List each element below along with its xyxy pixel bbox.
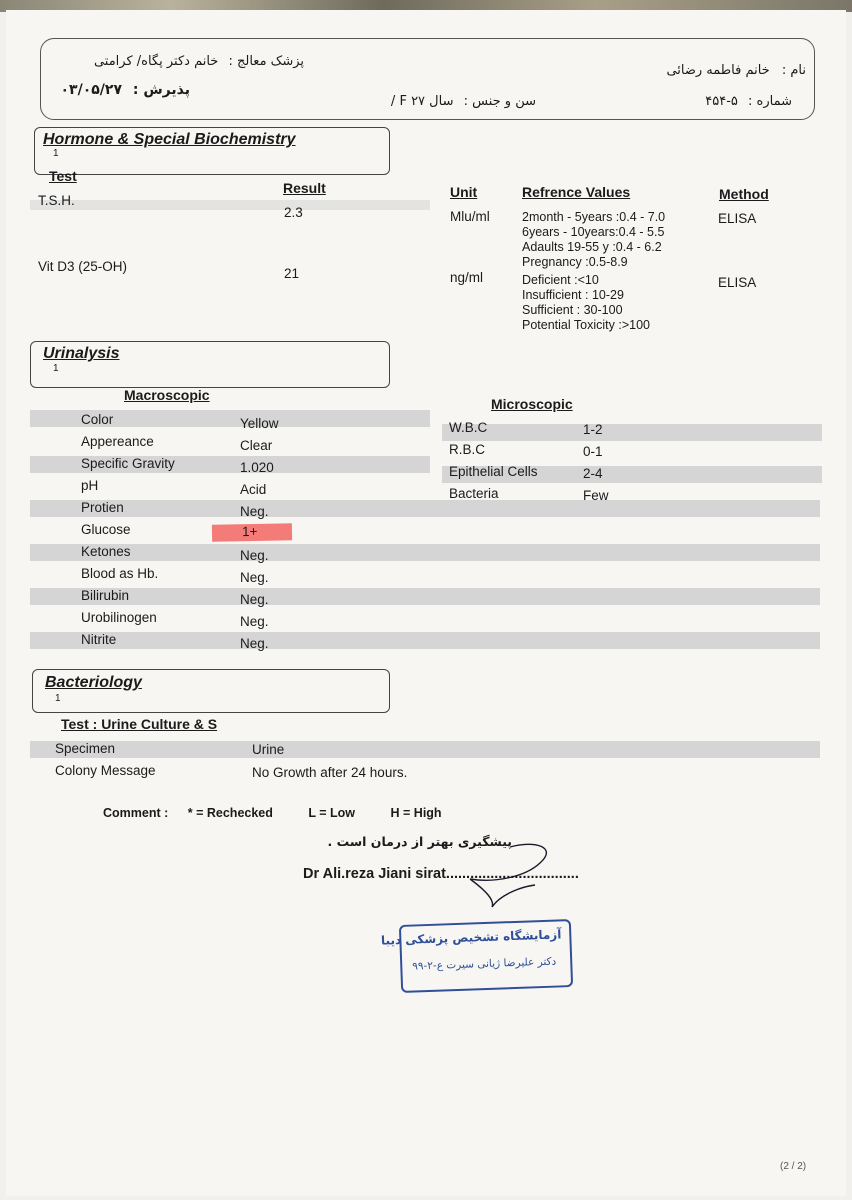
ua-value: Neg. (240, 504, 269, 519)
lab-stamp (380, 919, 573, 993)
ua-name: Appereance (81, 434, 154, 449)
col-result-header: Result (283, 180, 326, 196)
ua-value: 0-1 (583, 444, 603, 459)
urinalysis-num: 1 (53, 363, 59, 374)
ua-value: Yellow (240, 416, 279, 431)
ua-value: Neg. (240, 636, 269, 651)
ref-line: Pregnancy :0.5-8.9 (522, 255, 628, 269)
ua-value: 2-4 (583, 466, 603, 481)
patient-name-label: نام : (781, 63, 806, 78)
admission-label: پذیرش : (132, 82, 190, 98)
col-test-header: Test (49, 168, 77, 184)
ua-name: R.B.C (449, 442, 486, 457)
test-result: 21 (284, 266, 300, 281)
stamp-line2: دکتر علیرضا ژیانی سیرت ع-۲-۹۹ (412, 955, 557, 973)
ua-name: Bacteria (449, 486, 499, 501)
number-row (705, 94, 792, 109)
persian-note: پیشگیری بهتر از درمان است . (327, 834, 512, 849)
ua-name: Blood as Hb. (81, 566, 159, 581)
signature-mark (440, 835, 560, 915)
row-shade (30, 200, 430, 210)
ua-name: Ketones (81, 544, 131, 559)
page-number: (2 / 2) (780, 1161, 807, 1172)
test-method: ELISA (718, 211, 757, 226)
ref-line: Deficient :<10 (522, 273, 599, 287)
doctor-value: خانم دکتر پگاه/ کرامتی (93, 54, 219, 69)
ref-line: 6years - 10years:0.4 - 5.5 (522, 225, 665, 239)
legend-high: H = High (390, 806, 442, 820)
urinalysis-title: Urinalysis (43, 345, 120, 362)
doctor-row (94, 54, 304, 69)
comment-label: Comment : (103, 806, 169, 820)
col-method-header: Method (719, 186, 769, 202)
legend-low: L = Low (308, 806, 356, 820)
row-shade (30, 588, 820, 605)
ua-value: Acid (240, 482, 267, 497)
ref-line: Potential Toxicity :>100 (522, 318, 650, 332)
bact-value: Urine (252, 742, 285, 757)
col-ref-header: Refrence Values (522, 184, 631, 200)
number-value: ۵-۴۵۴ (705, 94, 738, 109)
ua-value: Neg. (240, 548, 269, 563)
ua-value: Neg. (240, 592, 269, 607)
urinalysis-section-box (30, 341, 390, 388)
ua-name: Specific Gravity (81, 456, 175, 471)
test-name: Vit D3 (25-OH) (38, 259, 128, 274)
ref-line: Adaults 19-55 y :0.4 - 6.2 (522, 240, 662, 254)
ref-line: Sufficient : 30-100 (522, 303, 623, 317)
test-name: T.S.H. (38, 193, 75, 208)
admission-value: ۰۳/۰۵/۲۷ (60, 82, 123, 98)
hormone-title: Hormone & Special Biochemistry (43, 131, 296, 148)
ref-line: Insufficient : 10-29 (522, 288, 624, 302)
microscopic-title: Microscopic (491, 396, 573, 412)
test-ref-values (522, 273, 650, 333)
ua-value: Neg. (240, 570, 269, 585)
ua-name: Urobilinogen (81, 610, 157, 625)
macroscopic-title: Macroscopic (124, 387, 210, 403)
culture-test-title: Test : Urine Culture & S (61, 716, 218, 732)
comment-legend (103, 806, 442, 820)
ua-name: Protien (81, 500, 124, 515)
age-sex-row (391, 94, 536, 109)
ua-name: Nitrite (81, 632, 117, 647)
test-method: ELISA (718, 275, 757, 290)
ua-value: Clear (240, 438, 273, 453)
row-shade (442, 424, 822, 441)
row-shade (30, 500, 820, 517)
doctor-signature-line: Dr Ali.reza Jiani sirat................................. (303, 866, 579, 882)
bacteriology-section-box (32, 669, 390, 713)
admission-row (61, 82, 190, 98)
age-sex-value: سال ۲۷ F / (390, 94, 454, 109)
ua-name: W.B.C (449, 420, 488, 435)
hormone-num: 1 (53, 148, 59, 159)
bact-name: Colony Message (55, 763, 156, 778)
patient-name-row (666, 63, 806, 78)
test-ref-values (522, 210, 665, 270)
stamp-line1: آزمایشگاه تشخیص پزشکی دیبا (380, 927, 562, 948)
patient-name-value: خانم فاطمه رضائی (666, 63, 770, 78)
legend-rechecked: * = Rechecked (187, 806, 273, 820)
ua-name: Glucose (81, 522, 131, 537)
ua-value-highlighted: 1+ (212, 523, 292, 541)
row-shade (30, 741, 820, 758)
ua-value: 1-2 (583, 422, 603, 437)
test-result: 2.3 (284, 205, 303, 220)
age-sex-label: سن و جنس : (463, 94, 536, 109)
doctor-label: پزشک معالج : (228, 54, 304, 69)
row-shade (30, 544, 820, 561)
number-label: شماره : (748, 94, 792, 109)
hormone-section-box (34, 127, 390, 175)
ua-name: pH (81, 478, 99, 493)
ref-line: 2month - 5years :0.4 - 7.0 (522, 210, 666, 224)
ua-name: Epithelial Cells (449, 464, 538, 479)
bacteriology-num: 1 (55, 693, 61, 704)
col-unit-header: Unit (450, 184, 478, 200)
row-shade (30, 632, 820, 649)
test-unit: ng/ml (450, 270, 484, 285)
test-unit: Mlu/ml (450, 209, 490, 224)
ua-value: 1.020 (240, 460, 274, 475)
bact-name: Specimen (55, 741, 116, 756)
ua-value: Neg. (240, 614, 269, 629)
ua-value: Few (583, 488, 609, 503)
ua-name: Color (81, 412, 114, 427)
ua-name: Bilirubin (81, 588, 130, 603)
bacteriology-title: Bacteriology (45, 674, 142, 691)
bact-value: No Growth after 24 hours. (252, 765, 408, 780)
